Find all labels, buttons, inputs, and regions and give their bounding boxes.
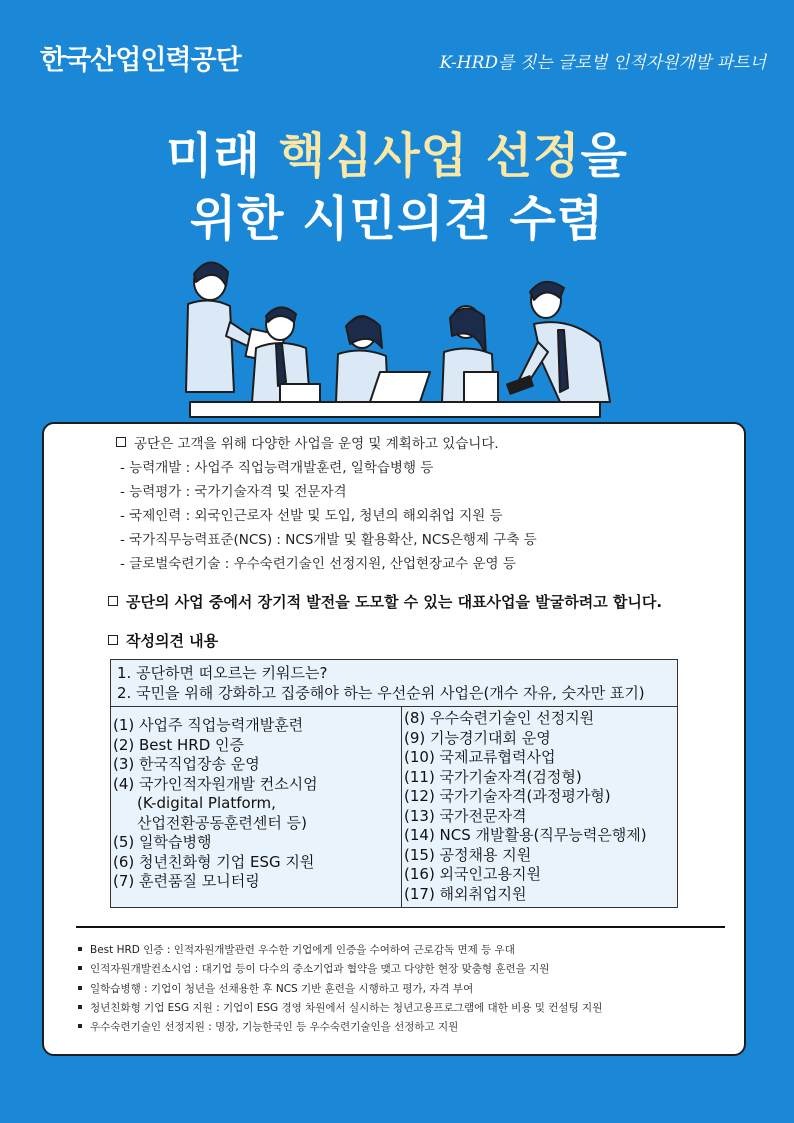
footnote <box>78 999 602 1018</box>
business-item: (7) 훈련품질 모니터링 <box>113 872 260 890</box>
intro-item: - 능력개발 : 사업주 직업능력개발훈련, 일학습병행 등 <box>120 460 434 476</box>
page-title-line1 <box>0 125 794 187</box>
business-item: (6) 청년친화형 기업 ESG 지원 <box>113 852 315 871</box>
intro-heading <box>116 432 537 456</box>
footnote-text: 우수숙련기술인 선정지원 : 명장, 기능한국인 등 우수숙련기술인을 선정하고 지원 <box>90 1021 459 1034</box>
opinion-heading-text: 작성의견 내용 <box>126 632 219 650</box>
footnote-text: 청년친화형 기업 ESG 지원 : 기업이 ESG 경영 차원에서 실시하는 청년고용프로그램에 대한 비용 및 컨설팅 지원 <box>90 1001 603 1014</box>
business-item: (8) 우수숙련기술인 선정지원 <box>404 709 595 727</box>
intro-item: - 글로벌숙련기술 : 우수숙련기술인 선정지원, 산업현장교수 운영 등 <box>120 556 516 572</box>
business-item: (4) 국가인적자원개발 컨소시엄 <box>113 774 318 793</box>
question-1: 1. 공단하면 떠오르는 키워드는? <box>117 664 328 682</box>
square-bullet-icon <box>108 635 118 645</box>
page-title-line2: 위한 시민의견 수렴 <box>189 191 605 247</box>
business-item: (13) 국가전문자격 <box>404 806 527 825</box>
slogan: K-HRD를 짓는 글로벌 인적자원개발 파트너 <box>439 53 766 73</box>
office-workers-illustration <box>130 252 650 432</box>
bullet-dot-icon <box>78 986 82 990</box>
title-pre: 미래 <box>166 128 279 184</box>
business-item: (10) 국제교류협력사업 <box>404 748 556 766</box>
business-item-detail: 산업전환공동훈련센터 등) <box>137 813 308 832</box>
business-item: (5) 일학습병행 <box>113 833 212 851</box>
footnotes <box>78 941 602 1037</box>
business-item-detail: (K-digital Platform, <box>137 794 276 812</box>
intro-heading-text: 공단은 고객을 위해 다양한 사업을 운영 및 계획하고 있습니다. <box>134 436 499 452</box>
square-bullet-icon <box>116 437 126 447</box>
square-bullet-icon <box>108 596 118 606</box>
intro-section <box>116 432 537 576</box>
footnote <box>78 960 602 979</box>
business-item: (17) 해외취업지원 <box>404 884 527 903</box>
opinion-heading <box>108 630 218 651</box>
footnote <box>78 941 602 960</box>
footnote <box>78 1018 602 1037</box>
business-item: (1) 사업주 직업능력개발훈련 <box>113 716 304 734</box>
title-highlight: 핵심사업 선정 <box>278 128 581 184</box>
statement-text: 공단의 사업 중에서 장기적 발전을 도모할 수 있는 대표사업을 발굴하려고 합니다. <box>126 593 663 611</box>
divider <box>76 926 725 928</box>
business-item: (2) Best HRD 인증 <box>113 735 244 754</box>
business-item: (9) 기능경기대회 운영 <box>404 728 551 747</box>
org-logo-text: 한국산업인력공단 <box>40 45 241 76</box>
intro-item: - 국제인력 : 외국인근로자 선발 및 도입, 청년의 해외취업 지원 등 <box>120 508 503 524</box>
business-item: (3) 한국직업장송 운영 <box>113 755 260 773</box>
business-list-right <box>402 707 679 907</box>
footnote-text: Best HRD 인증 : 인적자원개발관련 우수한 기업에게 인증을 수여하여 근로감독 면제 등 우대 <box>90 944 515 956</box>
footnote-text: 일학습병행 : 기업이 청년을 선채용한 후 NCS 기반 훈련을 시행하고 평가, 자격 부여 <box>90 982 474 995</box>
business-item: (16) 외국인고용지원 <box>404 865 541 883</box>
bullet-dot-icon <box>78 966 82 970</box>
business-list-left <box>111 707 402 907</box>
questions-box <box>110 659 678 707</box>
business-item: (15) 공정채용 지원 <box>404 845 532 864</box>
business-list-table <box>110 706 678 908</box>
business-item: (12) 국가기술자격(과정평가형) <box>404 787 611 805</box>
bullet-dot-icon <box>78 1005 82 1009</box>
title-post: 을 <box>580 128 628 184</box>
footnote <box>78 980 602 999</box>
intro-item: - 국가직무능력표준(NCS) : NCS개발 및 활용확산, NCS은행제 구축 등 <box>120 532 537 548</box>
question-2: 2. 국민을 위해 강화하고 집중해야 하는 우선순위 사업은(개수 자유, 숫자만 표기) <box>117 684 645 702</box>
footnote-text: 인적자원개발컨소시엄 : 대기업 등이 다수의 중소기업과 협약을 맺고 다양한 현장 맞춤형 훈련을 지원 <box>90 963 550 976</box>
bullet-dot-icon <box>78 947 82 951</box>
bullet-dot-icon <box>78 1024 82 1028</box>
business-item: (11) 국가기술자격(검정형) <box>404 767 582 786</box>
business-item: (14) NCS 개발활용(직무능력은행제) <box>404 826 647 844</box>
statement <box>108 591 662 612</box>
intro-item: - 능력평가 : 국가기술자격 및 전문자격 <box>120 484 347 500</box>
